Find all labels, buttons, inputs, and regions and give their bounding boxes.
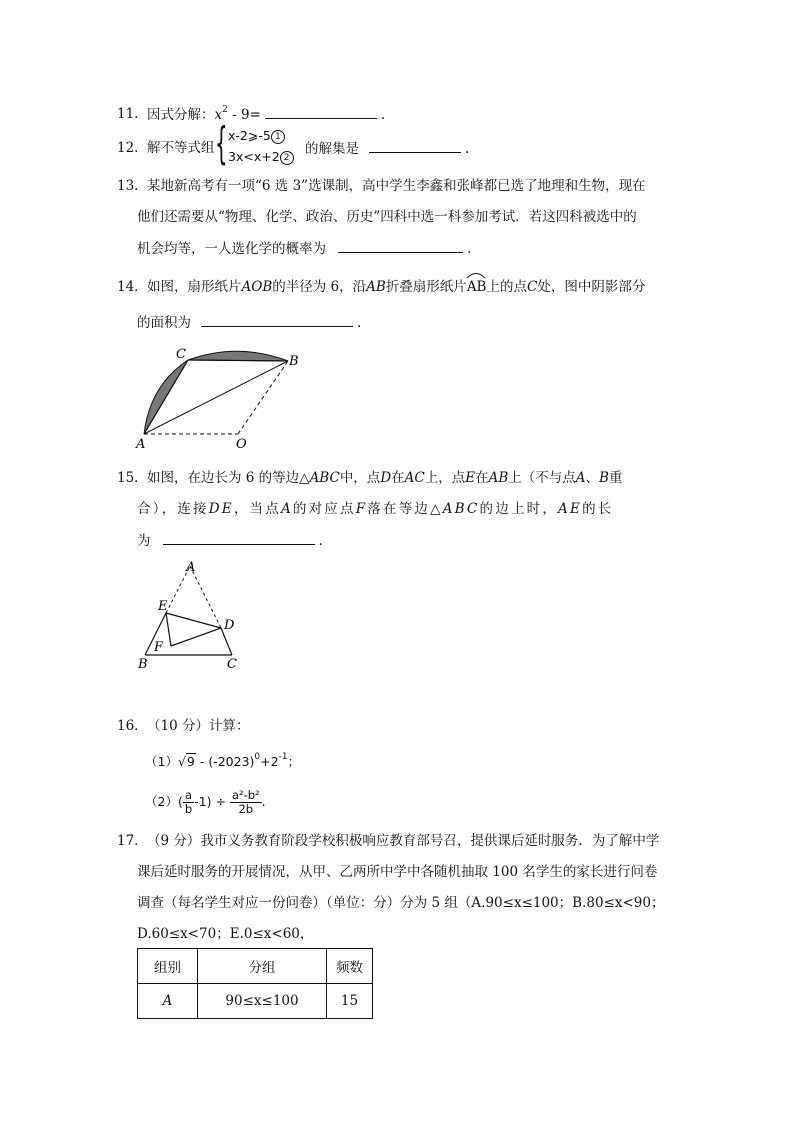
q14-answer-blank[interactable]: [201, 312, 353, 327]
q15-line1: 如图，在边长为 6 的等边△ABC中，点D在AC上，点E在AB上（不与点A、B重: [147, 470, 623, 486]
frequency-table: [137, 948, 373, 1019]
label-o: O: [236, 437, 247, 452]
table-header: 组别: [138, 949, 198, 984]
q11-answer-blank[interactable]: [265, 104, 377, 119]
arc-ab-label: AB: [467, 277, 487, 297]
fraction-a-over-b: $\frac{a}{b}$: [184, 788, 193, 816]
inequality-system: [215, 118, 295, 170]
q13-line1: 某地新高考有一项“6 选 3”选课制，高中学生李鑫和张峰都已选了地理和生物，现在: [147, 178, 646, 194]
q13-number: 13．: [117, 178, 148, 194]
q13-line3: 机会均等，一人选化学的概率为 .: [137, 238, 471, 259]
label-d: D: [224, 618, 235, 633]
brace-symbol: {: [215, 118, 228, 169]
shaded-region-top: [188, 351, 288, 361]
q16-part2: （2）( $\frac{a}{b}$ -1) ÷ $\frac{\text{a²-b²}}{2b}$ .: [145, 788, 266, 816]
q17-number: 17．: [117, 833, 148, 849]
q13-line2: 他们还需要从“物理、化学、政治、历史”四科中选一科参加考试．若这四科被选中的: [137, 209, 637, 225]
q12-answer-blank[interactable]: [369, 138, 461, 153]
fraction-diff-squares: $\frac{\text{a²-b²}}{2b}$: [231, 788, 260, 816]
q14-line2: 的面积为 .: [137, 312, 361, 333]
q15-figure: [135, 558, 250, 673]
table-row: [138, 984, 373, 1019]
label-c: C: [176, 347, 186, 362]
segment-ed: [166, 613, 221, 628]
table-cell: 15: [327, 984, 373, 1019]
q16-head: （10 分）计算：: [147, 718, 250, 734]
inequality-2: 3x<x+2 2: [228, 149, 294, 165]
table-header-row: [138, 949, 373, 984]
q15-number: 15．: [117, 470, 148, 486]
segment-ob: [238, 361, 288, 434]
q13-answer-blank[interactable]: [338, 238, 463, 253]
q15-line2: 合），连接DE，当点A的对应点F落在等边△ABC的边上时，AE的长: [137, 501, 614, 517]
q12-tail: 的解集是 .: [305, 138, 469, 159]
q11-text: 因式分解：$x^2 - 9=$ .: [147, 105, 386, 123]
q16-part1: $(1)√9 - (-2023)^0+2^{-1}$；: [145, 752, 301, 769]
label-f: F: [154, 640, 164, 655]
table-header: 分组: [198, 949, 327, 984]
label-a: A: [186, 560, 196, 575]
q17-line1: （9 分）我市义务教育阶段学校积极响应教育部号召，提供课后延时服务．为了解中学: [147, 833, 660, 849]
inequality-1: x-2⩾-5 1: [228, 128, 285, 144]
q17-line3: 调查（每名学生对应一份问卷）（单位：分）分为 5 组（A.90≤x≤100；B.80≤x<90；: [137, 895, 665, 911]
label-b: B: [138, 657, 148, 672]
q14-figure: [130, 340, 310, 452]
q17-line4: D.60≤x<70；E.0≤x<60，: [137, 926, 314, 942]
segment-fd: [171, 628, 221, 646]
segment-ad: [190, 566, 221, 628]
table-cell: 90≤x≤100: [198, 984, 327, 1019]
q14-line1: 如图，扇形纸片AOB的半径为 6，沿AB折叠扇形纸片 AB上的点C处，图中阴影部分: [147, 277, 645, 297]
q11-number: 11．: [117, 106, 148, 122]
segment-ef: [166, 613, 171, 646]
label-a: A: [136, 437, 146, 452]
q12-number: 12．: [117, 140, 148, 156]
table-header: 频数: [327, 949, 373, 984]
table-cell: A: [138, 984, 198, 1019]
q16-number: 16．: [117, 718, 148, 734]
q15-line3: 为 .: [137, 530, 323, 551]
q15-answer-blank[interactable]: [163, 530, 315, 545]
arc-mark-icon: [466, 271, 486, 279]
label-e: E: [158, 599, 168, 614]
q14-number: 14．: [117, 279, 148, 295]
q12-text: 解不等式组: [147, 140, 215, 156]
label-c: C: [227, 657, 237, 672]
q17-line2: 课后延时服务的开展情况，从甲、乙两所中学中各随机抽取 100 名学生的家长进行问卷: [137, 864, 658, 880]
label-b: B: [289, 354, 299, 369]
